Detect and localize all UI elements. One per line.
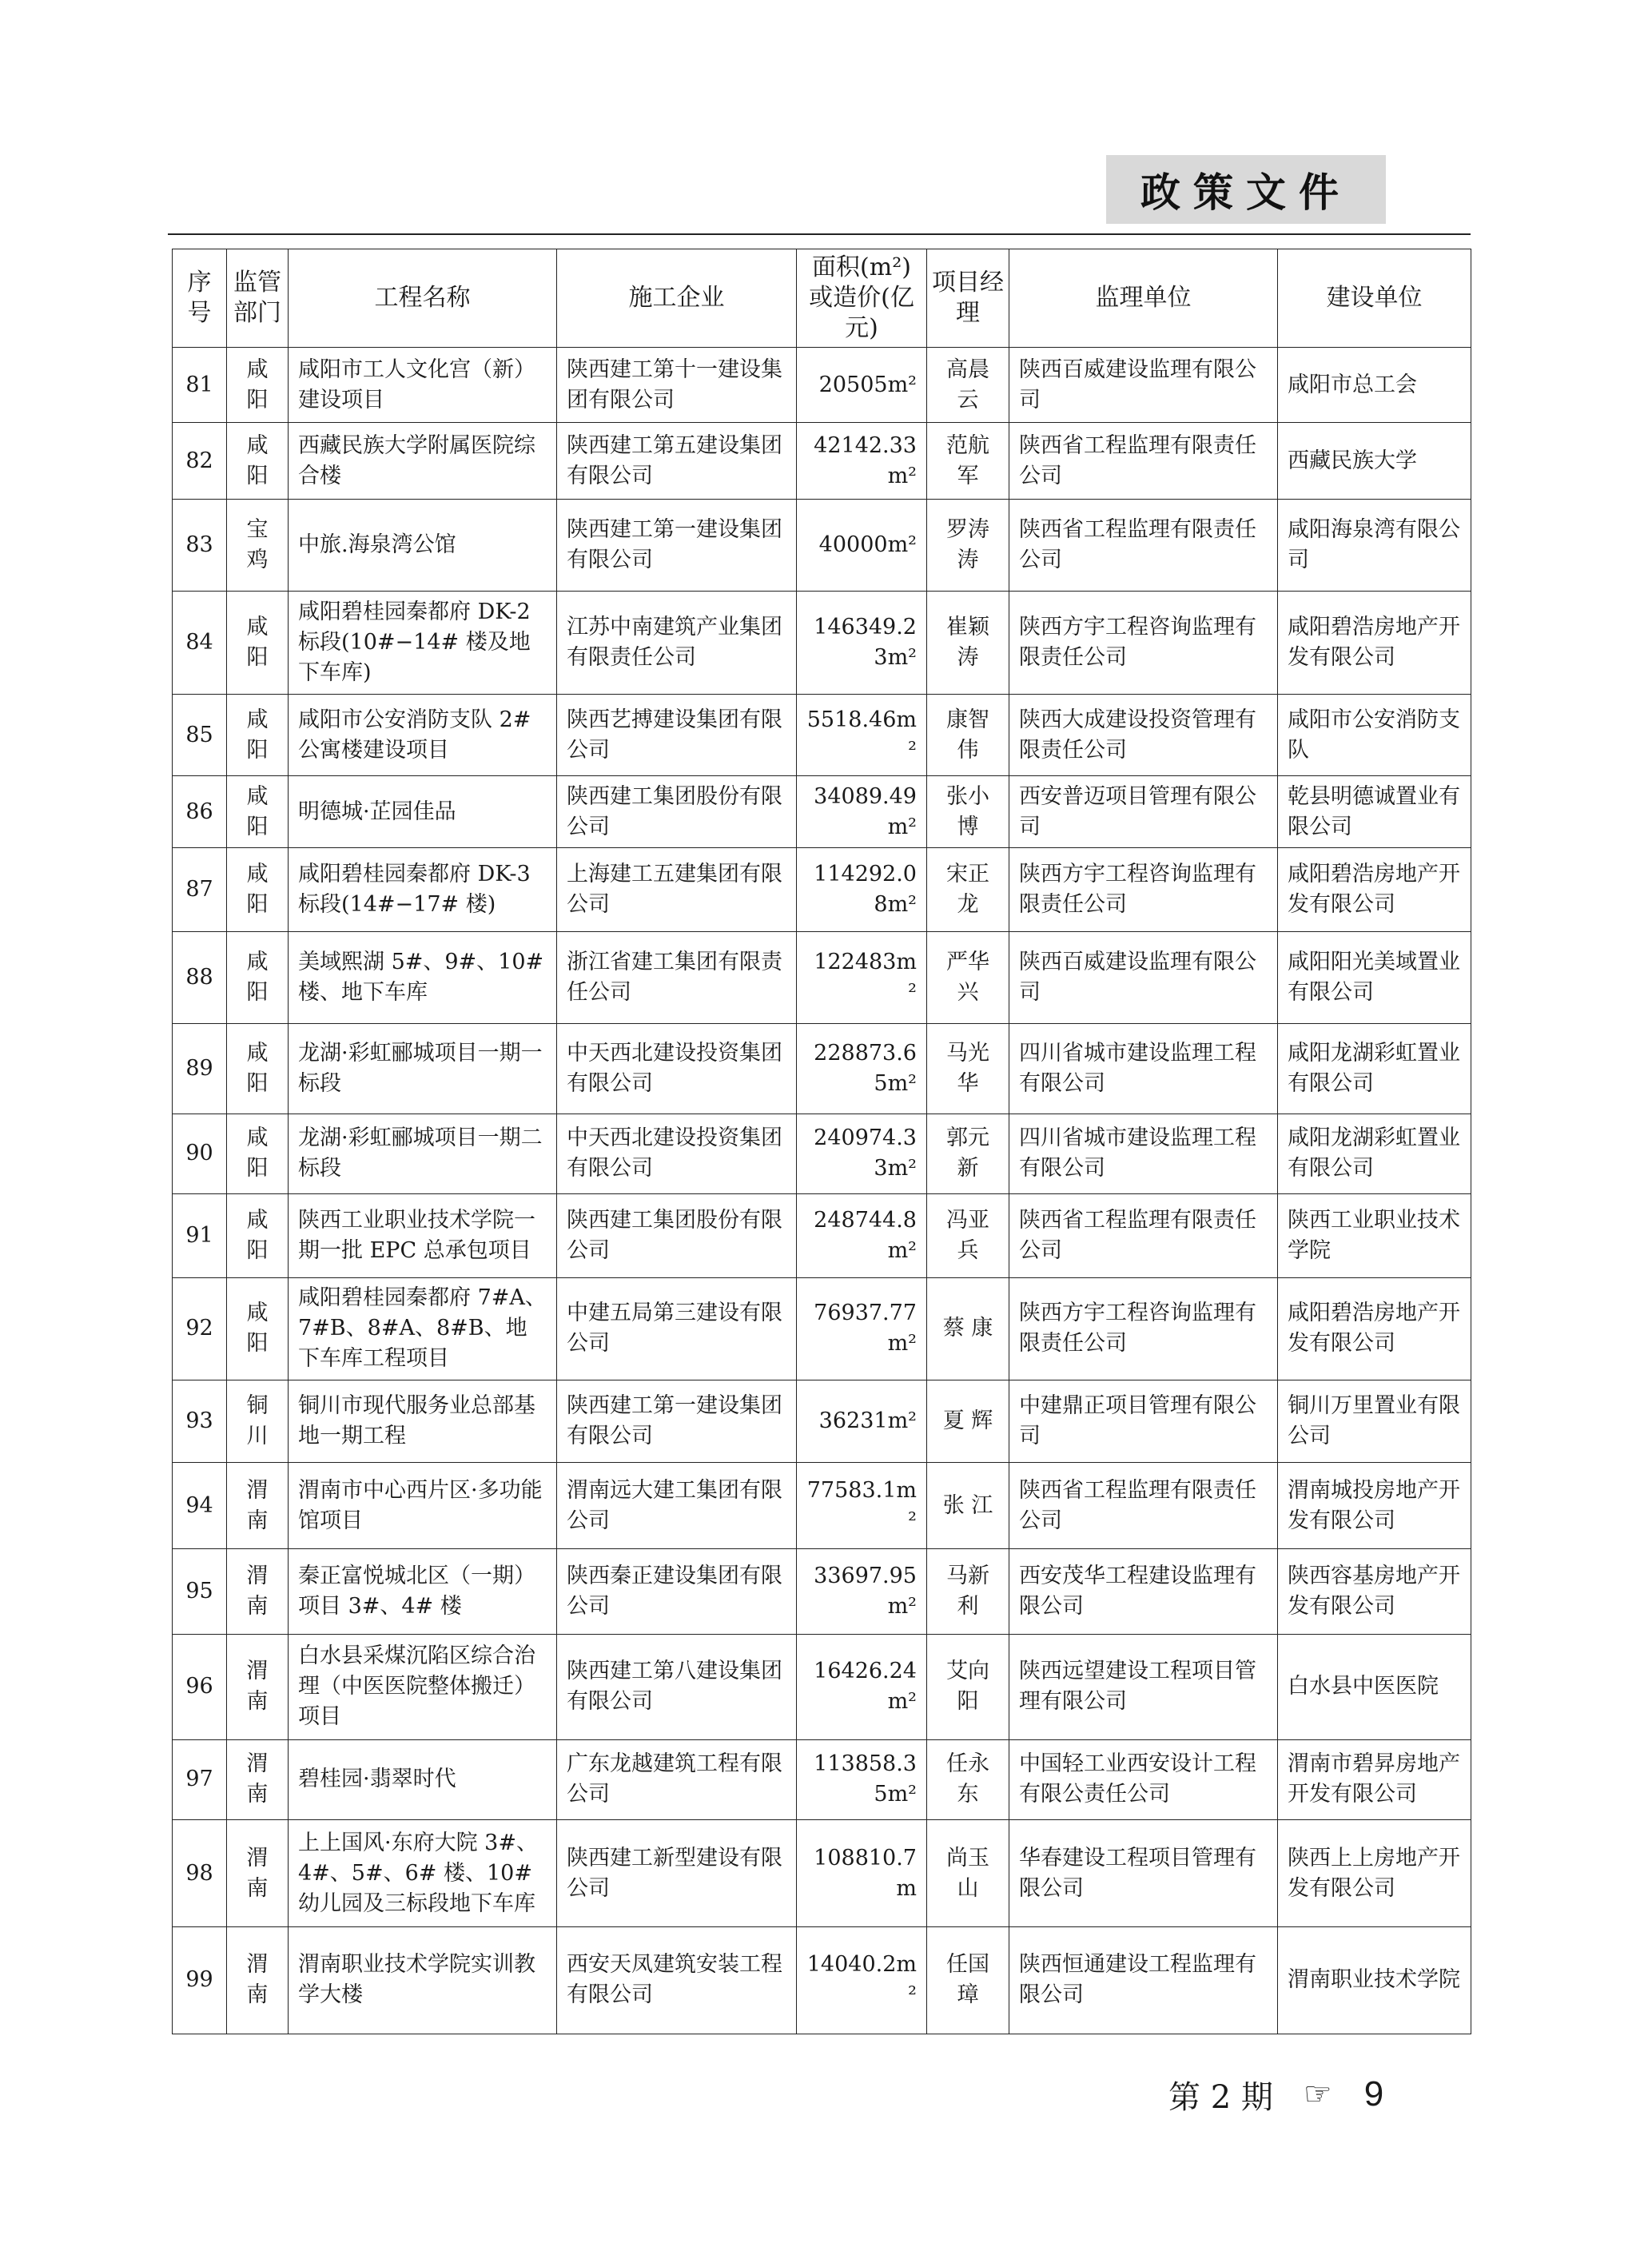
- cell-manager: 蔡 康: [927, 1277, 1009, 1380]
- cell-owner: 渭南城投房地产开发有限公司: [1278, 1462, 1471, 1549]
- cell-dept: 咸阳: [227, 848, 289, 932]
- cell-area: 228873.65m²: [797, 1023, 927, 1114]
- table-row: [173, 1926, 1471, 2034]
- cell-builder: 陕西建工第五建设集团有限公司: [557, 423, 797, 500]
- table-row: [173, 1194, 1471, 1278]
- cell-manager: 马新利: [927, 1549, 1009, 1635]
- cell-name: 上上国风·东府大院 3#、4#、5#、6# 楼、10# 幼儿园及三标段地下车库: [289, 1820, 557, 1927]
- cell-owner: 渭南市碧昇房地产开发有限公司: [1278, 1739, 1471, 1819]
- cell-area: 20505m²: [797, 348, 927, 423]
- cell-name: 秦正富悦城北区（一期）项目 3#、4# 楼: [289, 1549, 557, 1635]
- cell-owner: 西藏民族大学: [1278, 423, 1471, 500]
- cell-area: 114292.08m²: [797, 848, 927, 932]
- cell-manager: 范航军: [927, 423, 1009, 500]
- cell-dept: 咸阳: [227, 348, 289, 423]
- header-dept: 监管部门: [227, 249, 289, 348]
- cell-name: 陕西工业职业技术学院一期一批 EPC 总承包项目: [289, 1194, 557, 1278]
- table-row: [173, 423, 1471, 500]
- cell-area: 122483m²: [797, 931, 927, 1023]
- cell-area: 36231m²: [797, 1380, 927, 1462]
- header-owner: 建设单位: [1278, 249, 1471, 348]
- header-supervisor: 监理单位: [1009, 249, 1278, 348]
- table-row: [173, 694, 1471, 775]
- cell-no: 96: [173, 1635, 227, 1740]
- cell-name: 碧桂园·翡翠时代: [289, 1739, 557, 1819]
- cell-area: 16426.24m²: [797, 1635, 927, 1740]
- table-row: [173, 776, 1471, 848]
- table-row: [173, 1462, 1471, 1549]
- cell-manager: 高晨云: [927, 348, 1009, 423]
- cell-supervisor: 华春建设工程项目管理有限公司: [1009, 1820, 1278, 1927]
- cell-supervisor: 陕西大成建设投资管理有限责任公司: [1009, 694, 1278, 775]
- cell-name: 咸阳碧桂园秦都府 DK-3 标段(14#−17# 楼): [289, 848, 557, 932]
- projects-table: [172, 249, 1471, 2034]
- cell-area: 40000m²: [797, 500, 927, 592]
- header-no: 序号: [173, 249, 227, 348]
- cell-no: 87: [173, 848, 227, 932]
- cell-no: 84: [173, 592, 227, 695]
- cell-owner: 白水县中医医院: [1278, 1635, 1471, 1740]
- cell-builder: 陕西建工新型建设有限公司: [557, 1820, 797, 1927]
- table-row: [173, 1380, 1471, 1462]
- cell-manager: 郭元新: [927, 1114, 1009, 1193]
- cell-dept: 渭南: [227, 1549, 289, 1635]
- cell-name: 明德城·芷园佳品: [289, 776, 557, 848]
- cell-owner: 陕西上上房地产开发有限公司: [1278, 1820, 1471, 1927]
- cell-supervisor: 陕西省工程监理有限责任公司: [1009, 423, 1278, 500]
- cell-no: 92: [173, 1277, 227, 1380]
- cell-supervisor: 陕西方宇工程咨询监理有限责任公司: [1009, 1277, 1278, 1380]
- cell-dept: 咸阳: [227, 1114, 289, 1193]
- cell-no: 97: [173, 1739, 227, 1819]
- cell-manager: 康智伟: [927, 694, 1009, 775]
- cell-no: 91: [173, 1194, 227, 1278]
- cell-no: 88: [173, 931, 227, 1023]
- cell-area: 146349.23m²: [797, 592, 927, 695]
- cell-supervisor: 陕西省工程监理有限责任公司: [1009, 1462, 1278, 1549]
- cell-manager: 艾向阳: [927, 1635, 1009, 1740]
- header-builder: 施工企业: [557, 249, 797, 348]
- cell-builder: 西安天凤建筑安装工程有限公司: [557, 1926, 797, 2034]
- cell-manager: 罗涛涛: [927, 500, 1009, 592]
- cell-manager: 马光华: [927, 1023, 1009, 1114]
- cell-no: 86: [173, 776, 227, 848]
- section-title: [1106, 155, 1386, 224]
- table-row: [173, 1549, 1471, 1635]
- cell-dept: 渭南: [227, 1926, 289, 2034]
- cell-area: 76937.77m²: [797, 1277, 927, 1380]
- cell-dept: 铜川: [227, 1380, 289, 1462]
- cell-manager: 冯亚兵: [927, 1194, 1009, 1278]
- cell-manager: 尚玉山: [927, 1820, 1009, 1927]
- cell-builder: 陕西艺搏建设集团有限公司: [557, 694, 797, 775]
- cell-name: 中旅.海泉湾公馆: [289, 500, 557, 592]
- cell-owner: 咸阳碧浩房地产开发有限公司: [1278, 848, 1471, 932]
- cell-supervisor: 陕西省工程监理有限责任公司: [1009, 500, 1278, 592]
- header-area: 面积(m²)或造价(亿元): [797, 249, 927, 348]
- cell-supervisor: 陕西恒通建设工程监理有限公司: [1009, 1926, 1278, 2034]
- cell-owner: 渭南职业技术学院: [1278, 1926, 1471, 2034]
- cell-dept: 咸阳: [227, 694, 289, 775]
- cell-dept: 咸阳: [227, 592, 289, 695]
- cell-name: 咸阳市公安消防支队 2# 公寓楼建设项目: [289, 694, 557, 775]
- cell-manager: 任永东: [927, 1739, 1009, 1819]
- cell-builder: 上海建工五建集团有限公司: [557, 848, 797, 932]
- table-row: [173, 1820, 1471, 1927]
- cell-builder: 浙江省建工集团有限责任公司: [557, 931, 797, 1023]
- cell-owner: 咸阳海泉湾有限公司: [1278, 500, 1471, 592]
- cell-area: 34089.49m²: [797, 776, 927, 848]
- cell-manager: 夏 辉: [927, 1380, 1009, 1462]
- page-footer: [1168, 2070, 1383, 2118]
- cell-builder: 陕西建工第一建设集团有限公司: [557, 1380, 797, 1462]
- cell-no: 82: [173, 423, 227, 500]
- table-row: [173, 1739, 1471, 1819]
- table-row: [173, 931, 1471, 1023]
- cell-builder: 中建五局第三建设有限公司: [557, 1277, 797, 1380]
- section-title-text: 政策文件: [1140, 169, 1351, 216]
- cell-dept: 咸阳: [227, 776, 289, 848]
- header-rule: [168, 233, 1471, 235]
- cell-owner: 乾县明德诚置业有限公司: [1278, 776, 1471, 848]
- cell-supervisor: 陕西方宇工程咨询监理有限责任公司: [1009, 592, 1278, 695]
- cell-name: 龙湖·彩虹郦城项目一期二标段: [289, 1114, 557, 1193]
- cell-builder: 陕西建工第八建设集团有限公司: [557, 1635, 797, 1740]
- cell-supervisor: 陕西百威建设监理有限公司: [1009, 348, 1278, 423]
- cell-supervisor: 陕西百威建设监理有限公司: [1009, 931, 1278, 1023]
- cell-no: 81: [173, 348, 227, 423]
- cell-owner: 陕西工业职业技术学院: [1278, 1194, 1471, 1278]
- cell-owner: 咸阳龙湖彩虹置业有限公司: [1278, 1114, 1471, 1193]
- cell-area: 113858.35m²: [797, 1739, 927, 1819]
- cell-owner: 陕西容基房地产开发有限公司: [1278, 1549, 1471, 1635]
- table-row: [173, 348, 1471, 423]
- cell-no: 95: [173, 1549, 227, 1635]
- cell-no: 98: [173, 1820, 227, 1927]
- table-row: [173, 1114, 1471, 1193]
- cell-builder: 中天西北建设投资集团有限公司: [557, 1023, 797, 1114]
- cell-no: 90: [173, 1114, 227, 1193]
- cell-owner: 咸阳市公安消防支队: [1278, 694, 1471, 775]
- cell-builder: 渭南远大建工集团有限公司: [557, 1462, 797, 1549]
- table-row: [173, 848, 1471, 932]
- cell-supervisor: 陕西省工程监理有限责任公司: [1009, 1194, 1278, 1278]
- cell-area: 33697.95m²: [797, 1549, 927, 1635]
- cell-supervisor: 陕西远望建设工程项目管理有限公司: [1009, 1635, 1278, 1740]
- cell-name: 咸阳碧桂园秦都府 7#A、7#B、8#A、8#B、地下车库工程项目: [289, 1277, 557, 1380]
- cell-supervisor: 西安茂华工程建设监理有限公司: [1009, 1549, 1278, 1635]
- cell-dept: 咸阳: [227, 1277, 289, 1380]
- cell-builder: 广东龙越建筑工程有限公司: [557, 1739, 797, 1819]
- header-manager: 项目经理: [927, 249, 1009, 348]
- cell-no: 99: [173, 1926, 227, 2034]
- cell-name: 西藏民族大学附属医院综合楼: [289, 423, 557, 500]
- cell-manager: 严华兴: [927, 931, 1009, 1023]
- header-name: 工程名称: [289, 249, 557, 348]
- cell-no: 83: [173, 500, 227, 592]
- cell-no: 94: [173, 1462, 227, 1549]
- cell-manager: 宋正龙: [927, 848, 1009, 932]
- cell-builder: 陕西建工集团股份有限公司: [557, 1194, 797, 1278]
- cell-builder: 陕西建工第十一建设集团有限公司: [557, 348, 797, 423]
- cell-name: 咸阳市工人文化宫（新）建设项目: [289, 348, 557, 423]
- cell-no: 89: [173, 1023, 227, 1114]
- cell-owner: 咸阳阳光美域置业有限公司: [1278, 931, 1471, 1023]
- cell-supervisor: 四川省城市建设监理工程有限公司: [1009, 1023, 1278, 1114]
- cell-name: 龙湖·彩虹郦城项目一期一标段: [289, 1023, 557, 1114]
- cell-name: 渭南职业技术学院实训教学大楼: [289, 1926, 557, 2034]
- cell-name: 渭南市中心西片区·多功能馆项目: [289, 1462, 557, 1549]
- cell-owner: 铜川万里置业有限公司: [1278, 1380, 1471, 1462]
- cell-builder: 陕西建工第一建设集团有限公司: [557, 500, 797, 592]
- cell-dept: 咸阳: [227, 931, 289, 1023]
- cell-manager: 任国璋: [927, 1926, 1009, 2034]
- cell-area: 240974.33m²: [797, 1114, 927, 1193]
- cell-dept: 咸阳: [227, 423, 289, 500]
- cell-dept: 渭南: [227, 1739, 289, 1819]
- cell-builder: 中天西北建设投资集团有限公司: [557, 1114, 797, 1193]
- cell-dept: 渭南: [227, 1820, 289, 1927]
- cell-area: 108810.7m: [797, 1820, 927, 1927]
- cell-area: 5518.46m²: [797, 694, 927, 775]
- cell-manager: 张 江: [927, 1462, 1009, 1549]
- cell-owner: 咸阳市总工会: [1278, 348, 1471, 423]
- cell-owner: 咸阳龙湖彩虹置业有限公司: [1278, 1023, 1471, 1114]
- cell-no: 93: [173, 1380, 227, 1462]
- table-row: [173, 1277, 1471, 1380]
- cell-dept: 咸阳: [227, 1194, 289, 1278]
- issue-label: 第 2 期: [1168, 2078, 1273, 2116]
- cell-dept: 宝鸡: [227, 500, 289, 592]
- page-number: 9: [1363, 2074, 1384, 2114]
- cell-dept: 渭南: [227, 1462, 289, 1549]
- cell-builder: 陕西建工集团股份有限公司: [557, 776, 797, 848]
- table-row: [173, 500, 1471, 592]
- cell-name: 咸阳碧桂园秦都府 DK-2 标段(10#−14# 楼及地下车库): [289, 592, 557, 695]
- cell-name: 铜川市现代服务业总部基地一期工程: [289, 1380, 557, 1462]
- cell-area: 248744.8m²: [797, 1194, 927, 1278]
- cell-supervisor: 陕西方宇工程咨询监理有限责任公司: [1009, 848, 1278, 932]
- cell-builder: 江苏中南建筑产业集团有限责任公司: [557, 592, 797, 695]
- cell-name: 美域熙湖 5#、9#、10# 楼、地下车库: [289, 931, 557, 1023]
- pointing-hand-icon: ☞: [1303, 2076, 1332, 2113]
- cell-builder: 陕西秦正建设集团有限公司: [557, 1549, 797, 1635]
- cell-supervisor: 中建鼎正项目管理有限公司: [1009, 1380, 1278, 1462]
- cell-dept: 咸阳: [227, 1023, 289, 1114]
- table-header-row: [173, 249, 1471, 348]
- table-row: [173, 1023, 1471, 1114]
- cell-supervisor: 西安普迈项目管理有限公司: [1009, 776, 1278, 848]
- cell-owner: 咸阳碧浩房地产开发有限公司: [1278, 1277, 1471, 1380]
- cell-dept: 渭南: [227, 1635, 289, 1740]
- cell-supervisor: 中国轻工业西安设计工程有限公责任公司: [1009, 1739, 1278, 1819]
- cell-owner: 咸阳碧浩房地产开发有限公司: [1278, 592, 1471, 695]
- cell-no: 85: [173, 694, 227, 775]
- cell-name: 白水县采煤沉陷区综合治理（中医医院整体搬迁）项目: [289, 1635, 557, 1740]
- table-row: [173, 592, 1471, 695]
- cell-area: 42142.33m²: [797, 423, 927, 500]
- cell-manager: 崔颖涛: [927, 592, 1009, 695]
- cell-area: 77583.1m²: [797, 1462, 927, 1549]
- table-row: [173, 1635, 1471, 1740]
- cell-manager: 张小博: [927, 776, 1009, 848]
- cell-area: 14040.2m²: [797, 1926, 927, 2034]
- cell-supervisor: 四川省城市建设监理工程有限公司: [1009, 1114, 1278, 1193]
